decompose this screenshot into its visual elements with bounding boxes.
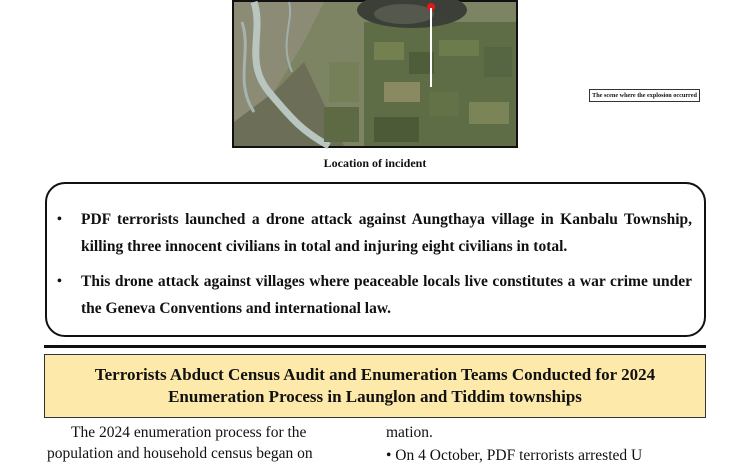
body-text-line: The 2024 enumeration process for the [71,424,307,441]
figure-caption: Location of incident [323,156,427,170]
article-headline [44,354,706,418]
section-divider [44,345,706,348]
article-right-column [386,422,706,466]
headline-line-2: Enumeration Process in Launglon and Tiddim townships [168,387,582,406]
summary-bullet [57,206,692,260]
satellite-image [234,2,516,146]
body-text-line: population and household census began on [47,445,313,462]
headline-line-1: Terrorists Abduct Census Audit and Enumeration Teams Conducted for 2024 [94,365,656,384]
explosion-scene-label: The scene where the explosion occurred [589,89,700,102]
bullet-icon: • [57,212,62,227]
summary-box [45,182,706,337]
body-text-line: • On 4 October, PDF terrorists arrested U [386,447,643,464]
incident-location-photo [232,0,697,148]
bullet-icon: • [57,274,62,289]
article-left-column [47,422,363,464]
summary-bullet [57,268,692,322]
summary-bullet-text: PDF terrorists launched a drone attack against Aungthaya village in Kanbalu Township, killing three innocent civilians in total and injuring eight civilians in total. [81,211,692,255]
body-text-line: mation. [386,424,433,441]
summary-bullet-text: This drone attack against villages where peaceable locals live constitutes a war crime under the Geneva Conventions and international law. [81,273,692,317]
